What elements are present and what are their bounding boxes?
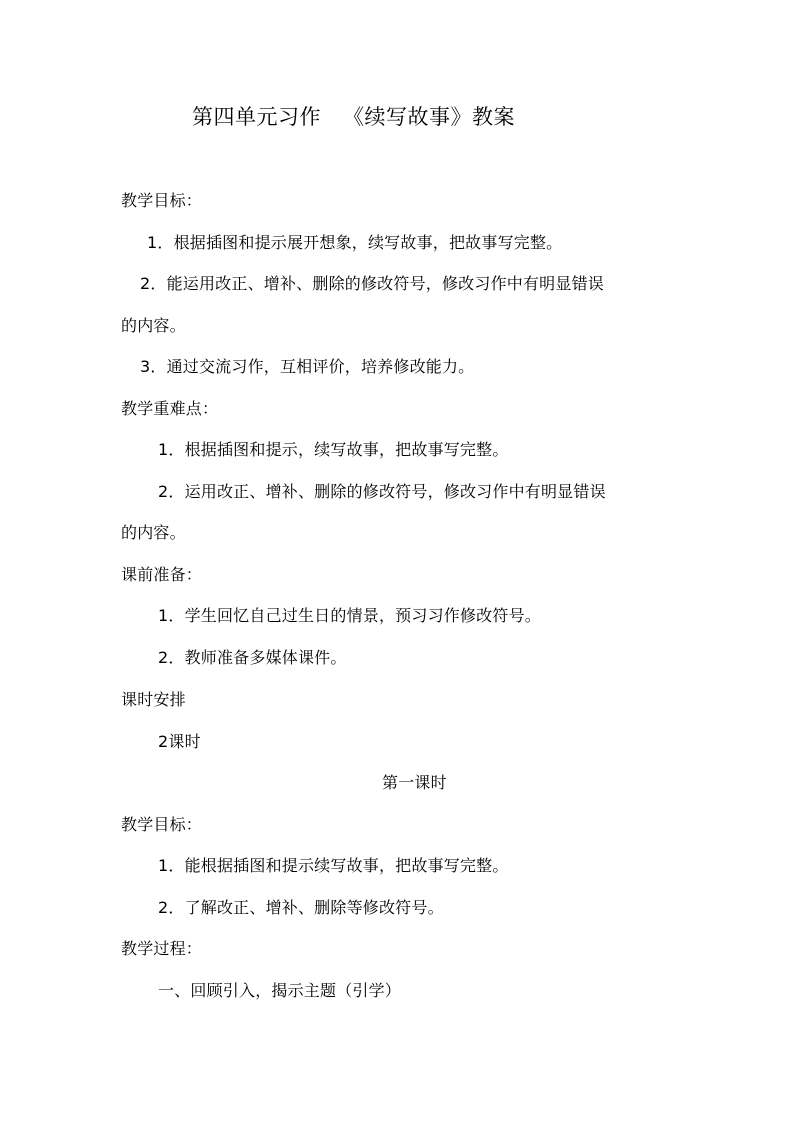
lesson-section-heading-goals: 教学目标： [121,815,203,834]
lesson-goal-1: 1．能根据插图和提示续写故事，把故事写完整。 [158,856,509,875]
goal-item-1: 1．根据插图和提示展开想象，续写故事，把故事写完整。 [147,233,563,252]
title-unit: 第四单元习作 [192,105,321,129]
section-heading-preparation: 课前准备： [121,565,203,584]
lesson-heading: 第一课时 [382,773,447,792]
preparation-item-2: 2．教师准备多媒体课件。 [158,648,347,667]
key-point-1: 1．根据插图和提示，续写故事，把故事写完整。 [158,440,509,459]
section-heading-goals: 教学目标： [121,191,203,210]
title-name: 《续写故事》教案 [343,105,515,129]
schedule-value: 2课时 [158,732,201,751]
section-heading-key-points: 教学重难点： [121,399,219,418]
lesson-goal-2: 2．了解改正、增补、删除等修改符号。 [158,898,444,917]
goal-item-3: 3．通过交流习作，互相评价，培养修改能力。 [140,357,475,376]
preparation-item-1: 1．学生回忆自己过生日的情景，预习习作修改符号。 [158,606,541,625]
document-title [192,104,515,130]
goal-item-2-continued: 的内容。 [121,316,186,335]
section-heading-schedule: 课时安排 [121,690,186,709]
section-heading-process: 教学过程： [121,939,203,958]
key-point-2: 2．运用改正、增补、删除的修改符号，修改习作中有明显错误 [158,482,606,501]
process-step-1: 一、回顾引入，揭示主题（引学） [158,981,402,1000]
goal-item-2: 2．能运用改正、增补、删除的修改符号，修改习作中有明显错误 [140,274,604,293]
key-point-2-continued: 的内容。 [121,523,186,542]
